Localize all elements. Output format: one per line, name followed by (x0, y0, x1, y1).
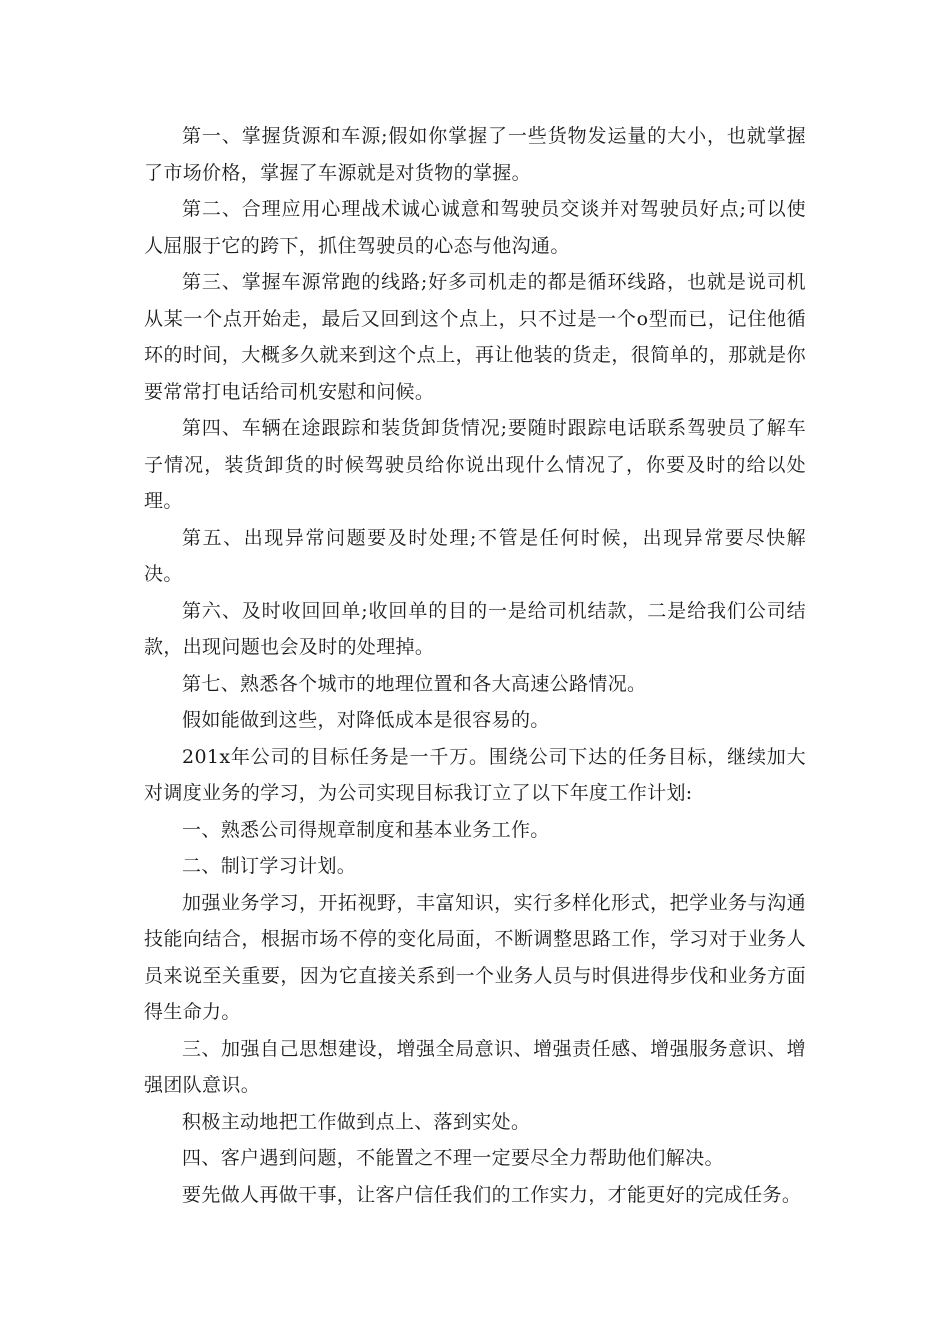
paragraph-13: 三、加强自己思想建设，增强全局意识、增强责任感、增强服务意识、增强团队意识。 (144, 1037, 806, 1096)
paragraph-14: 积极主动地把工作做到点上、落到实处。 (182, 1110, 531, 1133)
document-body (144, 118, 806, 1213)
paragraph-5: 第五、出现异常问题要及时处理;不管是任何时候，出现异常要尽快解决。 (144, 526, 806, 585)
paragraph-8: 假如能做到这些，对降低成本是很容易的。 (182, 709, 550, 731)
paragraph-6: 第六、及时收回回单;收回单的目的一是给司机结款，二是给我们公司结款，出现问题也会及时的处理掉。 (144, 599, 806, 658)
paragraph-1: 第一、掌握货源和车源;假如你掌握了一些货物发运量的大小，也就掌握了市场价格，掌握了车源就是对货物的掌握。 (144, 125, 806, 184)
paragraph-9: 201x年公司的目标任务是一千万。围绕公司下达的任务目标，继续加大对调度业务的学习，为公司实现目标我订立了以下年度工作计划: (144, 745, 806, 804)
paragraph-16: 要先做人再做干事，让客户信任我们的工作实力，才能更好的完成任务。 (182, 1183, 802, 1206)
paragraph-4: 第四、车辆在途跟踪和装货卸货情况;要随时跟踪电话联系驾驶员了解车子情况，装货卸货的时候驾驶员给你说出现什么情况了，你要及时的给以处理。 (144, 417, 806, 512)
paragraph-15: 四、客户遇到问题，不能置之不理一定要尽全力帮助他们解决。 (182, 1147, 724, 1169)
paragraph-10: 一、熟悉公司得规章制度和基本业务工作。 (182, 818, 550, 841)
paragraph-11: 二、制订学习计划。 (182, 855, 357, 877)
paragraph-7: 第七、熟悉各个城市的地理位置和各大高速公路情况。 (182, 672, 647, 695)
paragraph-12: 加强业务学习，开拓视野，丰富知识，实行多样化形式，把学业务与沟通技能向结合，根据市场不停的变化局面，不断调整思路工作，学习对于业务人员来说至关重要，因为它直接关系到一个业务人员与时俱进得步伐和业务方面得生命力。 (144, 891, 806, 1023)
paragraph-2: 第二、合理应用心理战术诚心诚意和驾驶员交谈并对驾驶员好点;可以使人屈服于它的跨下，抓住驾驶员的心态与他沟通。 (144, 198, 806, 257)
paragraph-3: 第三、掌握车源常跑的线路;好多司机走的都是循环线路，也就是说司机从某一个点开始走，最后又回到这个点上，只不过是一个o型而已，记住他循环的时间，大概多久就来到这个点上，再让他装的货走，很简单的，那就是你要常常打电话给司机安慰和问候。 (144, 271, 806, 403)
